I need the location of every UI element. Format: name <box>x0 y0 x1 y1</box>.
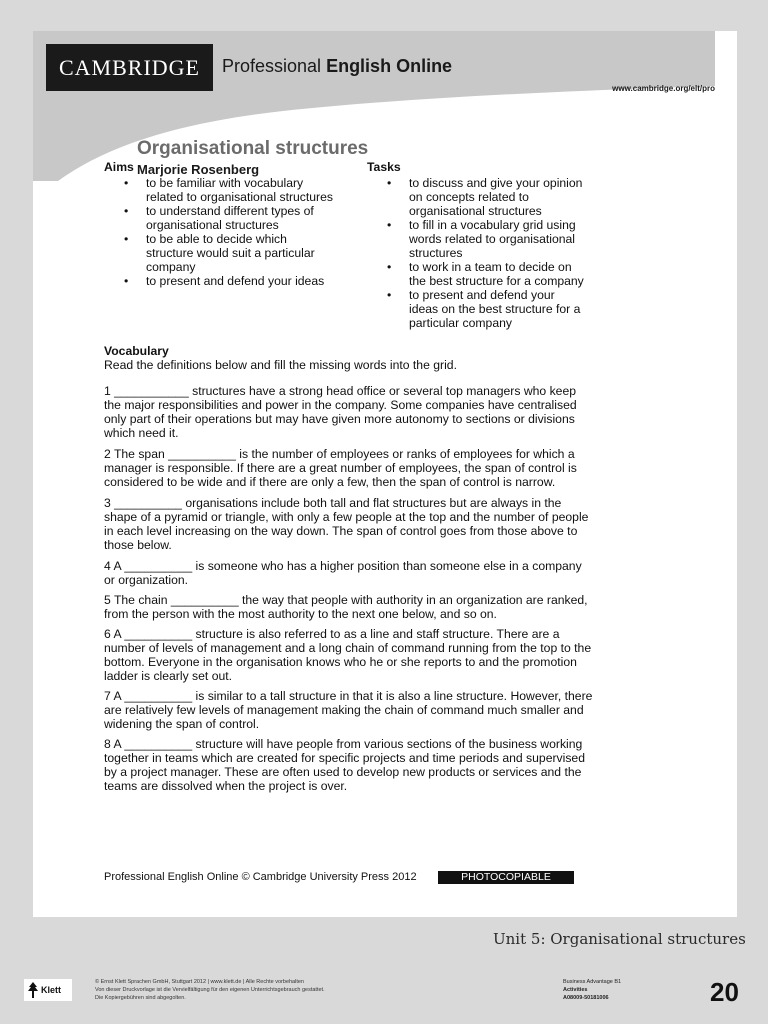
definition-item: 5 The chain __________ the way that people with authority in an organization are ranked, from the person with the most authority to the next one below, and so on. <box>104 593 588 621</box>
aims-item: • to be familiar with vocabulary related to organisational structures <box>146 176 334 204</box>
aims-item: • to present and defend your ideas <box>146 274 334 288</box>
unit-title: Unit 5: Organisational structures <box>493 930 746 948</box>
copyright-line: Die Kopiergebühren sind abgegolten. <box>95 995 186 1001</box>
page-number: 20 <box>710 977 739 1007</box>
author-name: Marjorie Rosenberg <box>137 162 260 177</box>
vocabulary-intro <box>104 344 594 372</box>
tasks-list <box>367 176 587 330</box>
definition-item: 4 A __________ is someone who has a higher position than someone else in a company or organization. <box>104 559 582 587</box>
photocopiable-badge: PHOTOCOPIABLE <box>438 871 574 884</box>
definition-item: 7 A __________ is similar to a tall structure in that it is also a line structure. However, there are relatively few levels of management making the chain of command much smaller and widening the span of control. <box>104 689 593 731</box>
aims-heading: Aims <box>104 160 134 174</box>
tasks-item: • to discuss and give your opinion on concepts related to organisational structures <box>409 176 587 218</box>
aims-item: • to understand different types of organisational structures <box>146 204 334 232</box>
aims-item: • to be able to decide which structure would suit a particular company <box>146 232 334 274</box>
definition-item: 3 __________ organisations include both tall and flat structures but are always in the shape of a pyramid or triangle, with only a few people at the top and the number of people in each level increasing on the way down. The span of control goes from those above to those below. <box>104 496 589 552</box>
definition-item: 1 ___________ structures have a strong head office or several top managers who keep the major responsibilities and power in the company. Some companies have centralised only part of their operations but may have given more autonomy to sections or divisions which need it. <box>104 384 577 440</box>
publication-title: Professional English Online <box>222 56 453 76</box>
vocabulary-heading: Vocabulary <box>104 344 169 358</box>
definition-item: 6 A __________ structure is also referred to as a line and staff structure. There are a number of levels of management and a long chain of command running from the top to the bottom. Everyone in the organisation knows who he or she reports to and the promotion ladder is clearly set out. <box>104 627 592 683</box>
vocabulary-instruction: Read the definitions below and fill the missing words into the grid. <box>104 358 457 372</box>
aims-section <box>104 160 334 288</box>
klett-logo <box>24 979 72 1001</box>
definitions-list <box>104 384 594 799</box>
klett-label: Klett <box>41 985 61 995</box>
sheet-copyright: Professional English Online © Cambridge University Press 2012 <box>104 871 417 883</box>
tasks-item: • to work in a team to decide on the best structure for a company <box>409 260 587 288</box>
copyright-line: © Ernst Klett Sprachen GmbH, Stuttgart 2012 | www.klett.de | Alle Rechte vorbehalten <box>95 979 304 985</box>
cambridge-logo: CAMBRIDGE <box>46 44 213 91</box>
definition-item: 2 The span __________ is the number of employees or ranks of employees for which a manager is responsible. If there are a great number of employees, the span of control is considered to be wide and if there are only a few, then the span of control is narrow. <box>104 447 577 489</box>
copyright-line: Von dieser Druckvorlage ist die Vervielfältigung für den eigenen Unterrichtsgebrauch gestattet. <box>95 987 325 993</box>
aims-list <box>104 176 334 288</box>
document-title: Organisational structures <box>137 138 369 159</box>
tasks-item: • to present and defend your ideas on the best structure for a particular company <box>409 288 587 330</box>
book-section: Activities <box>563 987 588 993</box>
tasks-heading: Tasks <box>367 160 401 174</box>
definition-item: 8 A __________ structure will have people from various sections of the business working together in teams which are created for specific projects and time periods and supervised by a project manager. These are often used to develop new products or services and the teams are dissolved when the project is over. <box>104 737 585 793</box>
book-code: A08009-50181006 <box>563 995 609 1001</box>
tasks-section <box>367 160 587 330</box>
klett-tree-icon <box>27 982 39 998</box>
website-url[interactable]: www.cambridge.org/elt/pro <box>612 84 715 93</box>
tasks-item: • to fill in a vocabulary grid using words related to organisational structures <box>409 218 587 260</box>
publisher-copyright <box>95 978 395 1002</box>
book-reference <box>563 978 621 1002</box>
book-title: Business Advantage B1 <box>563 979 622 985</box>
